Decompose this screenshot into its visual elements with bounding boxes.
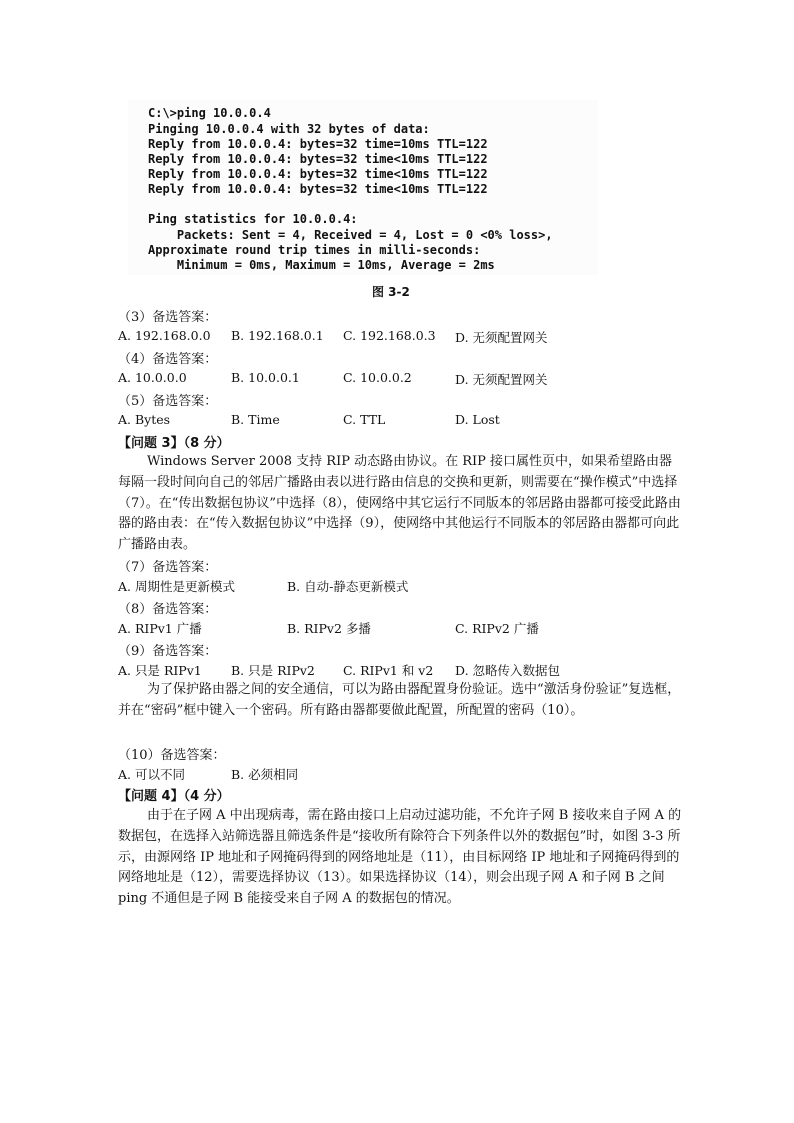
auth-paragraph: 为了保护路由器之间的安全通信，可以为路由器配置身份验证。选中“激活身份验证”复选框，并在“密码”框中键入一个密码。所有路由器都要做此配置，所配置的密码（10）。 [118, 682, 681, 718]
ping-output-line: Approximate round trip times in milli-seconds: [148, 243, 481, 257]
q8-option-c: C. RIPv2 广播 [455, 621, 539, 636]
q3-option-d: D. 无须配置网关 [455, 330, 548, 345]
q4-option-c: C. 10.0.0.2 [343, 370, 412, 385]
problem3-paragraph: Windows Server 2008 支持 RIP 动态路由协议。在 RIP 接口属性页中，如果希望路由器每隔一段时间向自己的邻居广播路由表以进行路由信息的交换和更新，则需要在“操作模式”中选择（7）。在“传出数据包协议”中选择（8），使网络中其它运行不同版本的邻居路由器都可接受此路由器的路由表：在“传入数据包协议”中选择（9），使网络中其他运行不同版本的邻居路由器都可向此 广播路由表。 [118, 454, 681, 553]
q5-label: （5）备选答案： [118, 394, 218, 409]
q8-option-a: A. RIPv1 广播 [118, 621, 202, 636]
ping-command-line: C:\>ping 10.0.0.4 [148, 106, 271, 120]
ping-output-line: Packets: Sent = 4, Received = 4, Lost = 0 <0% loss>, [148, 228, 553, 242]
q10-option-b: B. 必须相同 [231, 767, 299, 782]
q9-option-a: A. 只是 RIPv1 [118, 663, 202, 678]
ping-output-line: Minimum = 0ms, Maximum = 10ms, Average = 2ms [148, 258, 495, 272]
ping-output-line: Reply from 10.0.0.4: bytes=32 time<10ms TTL=122 [148, 167, 488, 181]
ping-output-line: Reply from 10.0.0.4: bytes=32 time<10ms TTL=122 [148, 152, 488, 166]
q9-option-b: B. 只是 RIPv2 [231, 663, 315, 678]
problem4-heading: 【问题 4】（4 分） [118, 789, 230, 804]
q5-option-d: D. Lost [455, 412, 500, 427]
q3-option-b: B. 192.168.0.1 [231, 328, 324, 343]
q7-option-b: B. 自动-静态更新模式 [287, 579, 409, 594]
figure-caption: 图 3-2 [372, 285, 410, 299]
problem4-paragraph: 由于在子网 A 中出现病毒，需在路由接口上启动过滤功能，不允许子网 B 接收来自子网 A 的数据包，在选择入站筛选器且筛选条件是“接收所有除符合下列条件以外的数据包”时，如图 3-3 所示，由源网络 IP 地址和子网掩码得到的网络地址是（11），由目标网络 IP 地址和子网掩码得到的网络地址是（12），需要选择协议（13）。如果选择协议（14），则会出现子网 A 和子网 B 之间 ping 不通但是子网 B 能接受来自子网 A 的数据包的情况。 [118, 808, 682, 907]
q4-label: （4）备选答案： [118, 352, 218, 367]
q10-label: （10）备选答案： [118, 748, 226, 763]
q4-option-d: D. 无须配置网关 [455, 372, 548, 387]
q7-label: （7）备选答案： [118, 560, 218, 575]
q9-option-d: D. 忽略传入数据包 [455, 663, 561, 678]
ping-output-line: Reply from 10.0.0.4: bytes=32 time<10ms TTL=122 [148, 182, 488, 196]
ping-output-line: Ping statistics for 10.0.0.4: [148, 212, 358, 226]
q4-option-b: B. 10.0.0.1 [231, 370, 300, 385]
ping-output-line: Pinging 10.0.0.4 with 32 bytes of data: [148, 122, 430, 136]
q5-option-a: A. Bytes [118, 412, 171, 427]
q7-option-a: A. 周期性是更新模式 [118, 579, 235, 594]
q3-option-c: C. 192.168.0.3 [343, 328, 436, 343]
q3-label: （3）备选答案： [118, 310, 218, 325]
q10-option-a: A. 可以不同 [118, 767, 185, 782]
q8-label: （8）备选答案： [118, 602, 218, 617]
q4-option-a: A. 10.0.0.0 [118, 370, 187, 385]
q8-option-b: B. RIPv2 多播 [287, 621, 371, 636]
q3-option-a: A. 192.168.0.0 [118, 328, 211, 343]
q5-option-c: C. TTL [343, 412, 386, 427]
ping-output-line: Reply from 10.0.0.4: bytes=32 time=10ms TTL=122 [148, 137, 488, 151]
q9-option-c: C. RIPv1 和 v2 [343, 663, 434, 678]
q5-option-b: B. Time [231, 412, 280, 427]
q9-label: （9）备选答案： [118, 644, 218, 659]
problem3-heading: 【问题 3】（8 分） [118, 436, 230, 451]
